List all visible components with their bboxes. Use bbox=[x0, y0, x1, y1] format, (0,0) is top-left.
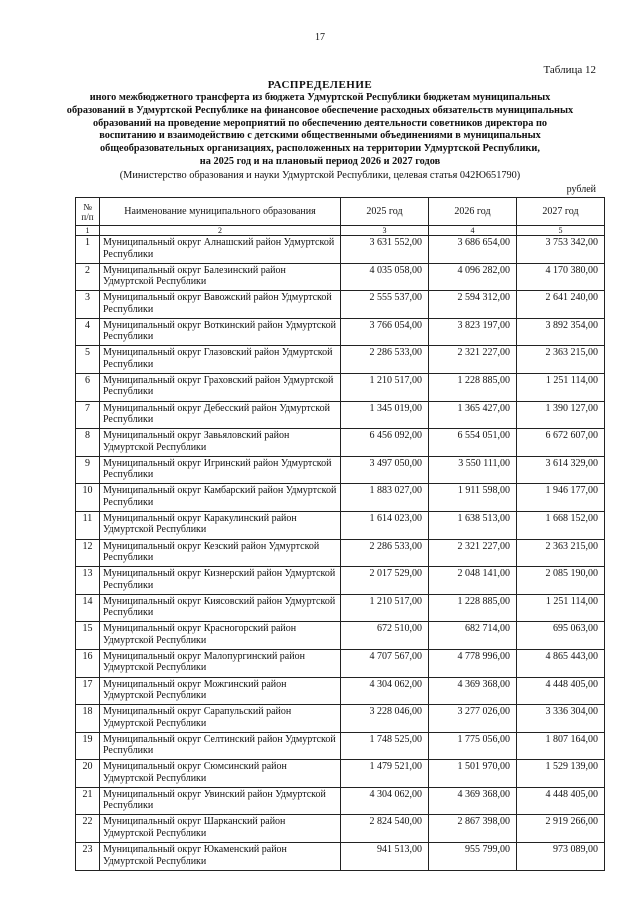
amount-2025: 1 614 023,00 bbox=[341, 511, 429, 539]
municipality-name: Муниципальный округ Вавожский район Удмуртской Республики bbox=[100, 291, 341, 319]
table-row bbox=[76, 263, 605, 291]
header-number-line: п/п bbox=[81, 211, 94, 222]
table-row bbox=[76, 291, 605, 319]
column-number-row bbox=[76, 226, 605, 236]
row-number: 14 bbox=[76, 594, 100, 622]
table-row bbox=[76, 401, 605, 429]
header-number bbox=[76, 198, 100, 226]
subtitle-line: общеобразовательных организациях, расположенных на территории Удмуртской Республики, bbox=[100, 143, 540, 155]
document-subtitle bbox=[60, 92, 580, 169]
subtitle-line: образований в Удмуртской Республике на финансовое обеспечение расходных обязательств муниципальных bbox=[66, 104, 574, 116]
subtitle-line: иного межбюджетного трансферта из бюджета Удмуртской Республики бюджетам муниципальных bbox=[89, 92, 551, 103]
row-number: 8 bbox=[76, 429, 100, 457]
municipality-name: Муниципальный округ Игринский район Удмуртской Республики bbox=[100, 456, 341, 484]
row-number: 1 bbox=[76, 236, 100, 264]
row-number: 9 bbox=[76, 456, 100, 484]
row-number: 22 bbox=[76, 815, 100, 843]
amount-2025: 3 228 046,00 bbox=[341, 705, 429, 733]
table-row bbox=[76, 346, 605, 374]
header-2026: 2026 год bbox=[429, 198, 517, 226]
amount-2026: 1 638 513,00 bbox=[429, 511, 517, 539]
table-row bbox=[76, 594, 605, 622]
amount-2027: 973 089,00 bbox=[517, 843, 605, 871]
municipality-name: Муниципальный округ Завьяловский район Удмуртской Республики bbox=[100, 429, 341, 457]
row-number: 2 bbox=[76, 263, 100, 291]
amount-2025: 4 035 058,00 bbox=[341, 263, 429, 291]
amount-2027: 1 529 139,00 bbox=[517, 760, 605, 788]
amount-2026: 1 228 885,00 bbox=[429, 373, 517, 401]
municipality-name: Муниципальный округ Шарканский район Удмуртской Республики bbox=[100, 815, 341, 843]
row-number: 23 bbox=[76, 843, 100, 871]
amount-2025: 672 510,00 bbox=[341, 622, 429, 650]
amount-2027: 4 170 380,00 bbox=[517, 263, 605, 291]
row-number: 13 bbox=[76, 567, 100, 595]
amount-2026: 4 369 368,00 bbox=[429, 787, 517, 815]
amount-2026: 1 501 970,00 bbox=[429, 760, 517, 788]
amount-2027: 1 807 164,00 bbox=[517, 732, 605, 760]
amount-2026: 4 096 282,00 bbox=[429, 263, 517, 291]
amount-2027: 1 946 177,00 bbox=[517, 484, 605, 512]
amount-2025: 4 304 062,00 bbox=[341, 787, 429, 815]
amount-2025: 6 456 092,00 bbox=[341, 429, 429, 457]
amount-2027: 4 448 405,00 bbox=[517, 787, 605, 815]
amount-2027: 695 063,00 bbox=[517, 622, 605, 650]
amount-2026: 4 369 368,00 bbox=[429, 677, 517, 705]
header-2027: 2027 год bbox=[517, 198, 605, 226]
subtitle-line: на 2025 год и на плановый период 2026 и 2027 годов bbox=[199, 155, 441, 167]
amount-2027: 2 363 215,00 bbox=[517, 539, 605, 567]
amount-2027: 3 892 354,00 bbox=[517, 318, 605, 346]
table-row bbox=[76, 539, 605, 567]
amount-2025: 941 513,00 bbox=[341, 843, 429, 871]
table-row bbox=[76, 843, 605, 871]
table-row bbox=[76, 511, 605, 539]
row-number: 18 bbox=[76, 705, 100, 733]
row-number: 11 bbox=[76, 511, 100, 539]
municipality-name: Муниципальный округ Можгинский район Удмуртской Республики bbox=[100, 677, 341, 705]
amount-2026: 2 594 312,00 bbox=[429, 291, 517, 319]
table-row bbox=[76, 484, 605, 512]
row-number: 6 bbox=[76, 373, 100, 401]
column-number: 2 bbox=[100, 226, 341, 236]
amount-2025: 3 766 054,00 bbox=[341, 318, 429, 346]
table-row bbox=[76, 429, 605, 457]
municipality-name: Муниципальный округ Кизнерский район Удмуртской Республики bbox=[100, 567, 341, 595]
amount-2025: 2 017 529,00 bbox=[341, 567, 429, 595]
amount-2026: 1 911 598,00 bbox=[429, 484, 517, 512]
amount-2027: 2 919 266,00 bbox=[517, 815, 605, 843]
table-row bbox=[76, 787, 605, 815]
amount-2026: 1 775 056,00 bbox=[429, 732, 517, 760]
document-title: РАСПРЕДЕЛЕНИЕ bbox=[267, 79, 373, 91]
amount-2025: 4 304 062,00 bbox=[341, 677, 429, 705]
amount-2025: 3 631 552,00 bbox=[341, 236, 429, 264]
amount-2026: 3 823 197,00 bbox=[429, 318, 517, 346]
amount-2026: 3 277 026,00 bbox=[429, 705, 517, 733]
municipality-name: Муниципальный округ Каракулинский район Удмуртской Республики bbox=[100, 511, 341, 539]
amount-2027: 2 085 190,00 bbox=[517, 567, 605, 595]
row-number: 4 bbox=[76, 318, 100, 346]
amount-2027: 1 251 114,00 bbox=[517, 594, 605, 622]
row-number: 7 bbox=[76, 401, 100, 429]
municipality-name: Муниципальный округ Малопургинский район Удмуртской Республики bbox=[100, 649, 341, 677]
table-row bbox=[76, 567, 605, 595]
municipality-name: Муниципальный округ Увинский район Удмуртской Республики bbox=[100, 787, 341, 815]
municipality-name: Муниципальный округ Сюмсинский район Удмуртской Республики bbox=[100, 760, 341, 788]
municipality-name: Муниципальный округ Дебесский район Удмуртской Республики bbox=[100, 401, 341, 429]
amount-2027: 1 251 114,00 bbox=[517, 373, 605, 401]
amount-2026: 2 321 227,00 bbox=[429, 346, 517, 374]
table-header-row bbox=[76, 198, 605, 226]
table-row bbox=[76, 649, 605, 677]
municipality-name: Муниципальный округ Красногорский район Удмуртской Республики bbox=[100, 622, 341, 650]
municipality-name: Муниципальный округ Камбарский район Удмуртской Республики bbox=[100, 484, 341, 512]
column-number: 5 bbox=[517, 226, 605, 236]
row-number: 15 bbox=[76, 622, 100, 650]
amount-2025: 1 748 525,00 bbox=[341, 732, 429, 760]
table-row bbox=[76, 677, 605, 705]
header-name: Наименование муниципального образования bbox=[100, 198, 341, 226]
column-number: 1 bbox=[76, 226, 100, 236]
amount-2026: 6 554 051,00 bbox=[429, 429, 517, 457]
amount-2025: 4 707 567,00 bbox=[341, 649, 429, 677]
table-row bbox=[76, 373, 605, 401]
amount-2027: 2 363 215,00 bbox=[517, 346, 605, 374]
amount-2025: 2 286 533,00 bbox=[341, 539, 429, 567]
amount-2027: 3 753 342,00 bbox=[517, 236, 605, 264]
column-number: 3 bbox=[341, 226, 429, 236]
page-number: 17 bbox=[315, 32, 325, 43]
municipality-name: Муниципальный округ Юкаменский район Удмуртской Республики bbox=[100, 843, 341, 871]
amount-2026: 682 714,00 bbox=[429, 622, 517, 650]
currency-unit: рублей bbox=[566, 184, 596, 195]
column-number: 4 bbox=[429, 226, 517, 236]
amount-2025: 1 345 019,00 bbox=[341, 401, 429, 429]
municipality-name: Муниципальный округ Алнашский район Удмуртской Республики bbox=[100, 236, 341, 264]
amount-2026: 3 686 654,00 bbox=[429, 236, 517, 264]
municipality-name: Муниципальный округ Селтинский район Удмуртской Республики bbox=[100, 732, 341, 760]
row-number: 5 bbox=[76, 346, 100, 374]
row-number: 19 bbox=[76, 732, 100, 760]
ministry-line: (Министерство образования и науки Удмуртской Республики, целевая статья 042Ю651790) bbox=[119, 170, 521, 181]
municipality-name: Муниципальный округ Балезинский район Удмуртской Республики bbox=[100, 263, 341, 291]
municipality-name: Муниципальный округ Воткинский район Удмуртской Республики bbox=[100, 318, 341, 346]
municipality-name: Муниципальный округ Глазовский район Удмуртской Республики bbox=[100, 346, 341, 374]
amount-2025: 1 883 027,00 bbox=[341, 484, 429, 512]
subtitle-line: воспитанию и взаимодействию с детскими общественными объединениями в муниципальных bbox=[99, 130, 541, 142]
municipality-name: Муниципальный округ Граховский район Удмуртской Республики bbox=[100, 373, 341, 401]
amount-2027: 1 390 127,00 bbox=[517, 401, 605, 429]
row-number: 20 bbox=[76, 760, 100, 788]
header-2025: 2025 год bbox=[341, 198, 429, 226]
amount-2026: 2 867 398,00 bbox=[429, 815, 517, 843]
header-number-line: № bbox=[83, 201, 92, 212]
distribution-table bbox=[75, 197, 605, 871]
row-number: 16 bbox=[76, 649, 100, 677]
amount-2026: 1 228 885,00 bbox=[429, 594, 517, 622]
amount-2027: 3 336 304,00 bbox=[517, 705, 605, 733]
amount-2027: 3 614 329,00 bbox=[517, 456, 605, 484]
municipality-name: Муниципальный округ Киясовский район Удмуртской Республики bbox=[100, 594, 341, 622]
table-row bbox=[76, 622, 605, 650]
amount-2026: 2 048 141,00 bbox=[429, 567, 517, 595]
table-row bbox=[76, 815, 605, 843]
row-number: 3 bbox=[76, 291, 100, 319]
row-number: 21 bbox=[76, 787, 100, 815]
table-row bbox=[76, 318, 605, 346]
amount-2027: 1 668 152,00 bbox=[517, 511, 605, 539]
amount-2027: 2 641 240,00 bbox=[517, 291, 605, 319]
row-number: 17 bbox=[76, 677, 100, 705]
amount-2025: 1 479 521,00 bbox=[341, 760, 429, 788]
municipality-name: Муниципальный округ Кезский район Удмуртской Республики bbox=[100, 539, 341, 567]
table-row bbox=[76, 732, 605, 760]
table-row bbox=[76, 705, 605, 733]
amount-2025: 1 210 517,00 bbox=[341, 373, 429, 401]
row-number: 10 bbox=[76, 484, 100, 512]
table-row bbox=[76, 456, 605, 484]
table-row bbox=[76, 236, 605, 264]
table-label: Таблица 12 bbox=[543, 64, 596, 76]
amount-2026: 3 550 111,00 bbox=[429, 456, 517, 484]
municipality-name: Муниципальный округ Сарапульский район Удмуртской Республики bbox=[100, 705, 341, 733]
amount-2026: 955 799,00 bbox=[429, 843, 517, 871]
table-row bbox=[76, 760, 605, 788]
amount-2025: 2 824 540,00 bbox=[341, 815, 429, 843]
amount-2025: 1 210 517,00 bbox=[341, 594, 429, 622]
row-number: 12 bbox=[76, 539, 100, 567]
amount-2025: 2 286 533,00 bbox=[341, 346, 429, 374]
amount-2025: 2 555 537,00 bbox=[341, 291, 429, 319]
amount-2026: 2 321 227,00 bbox=[429, 539, 517, 567]
amount-2026: 4 778 996,00 bbox=[429, 649, 517, 677]
amount-2025: 3 497 050,00 bbox=[341, 456, 429, 484]
amount-2027: 6 672 607,00 bbox=[517, 429, 605, 457]
subtitle-line: образований на проведение мероприятий по обеспечению деятельности советников директора по bbox=[92, 117, 548, 129]
amount-2027: 4 448 405,00 bbox=[517, 677, 605, 705]
amount-2026: 1 365 427,00 bbox=[429, 401, 517, 429]
amount-2027: 4 865 443,00 bbox=[517, 649, 605, 677]
